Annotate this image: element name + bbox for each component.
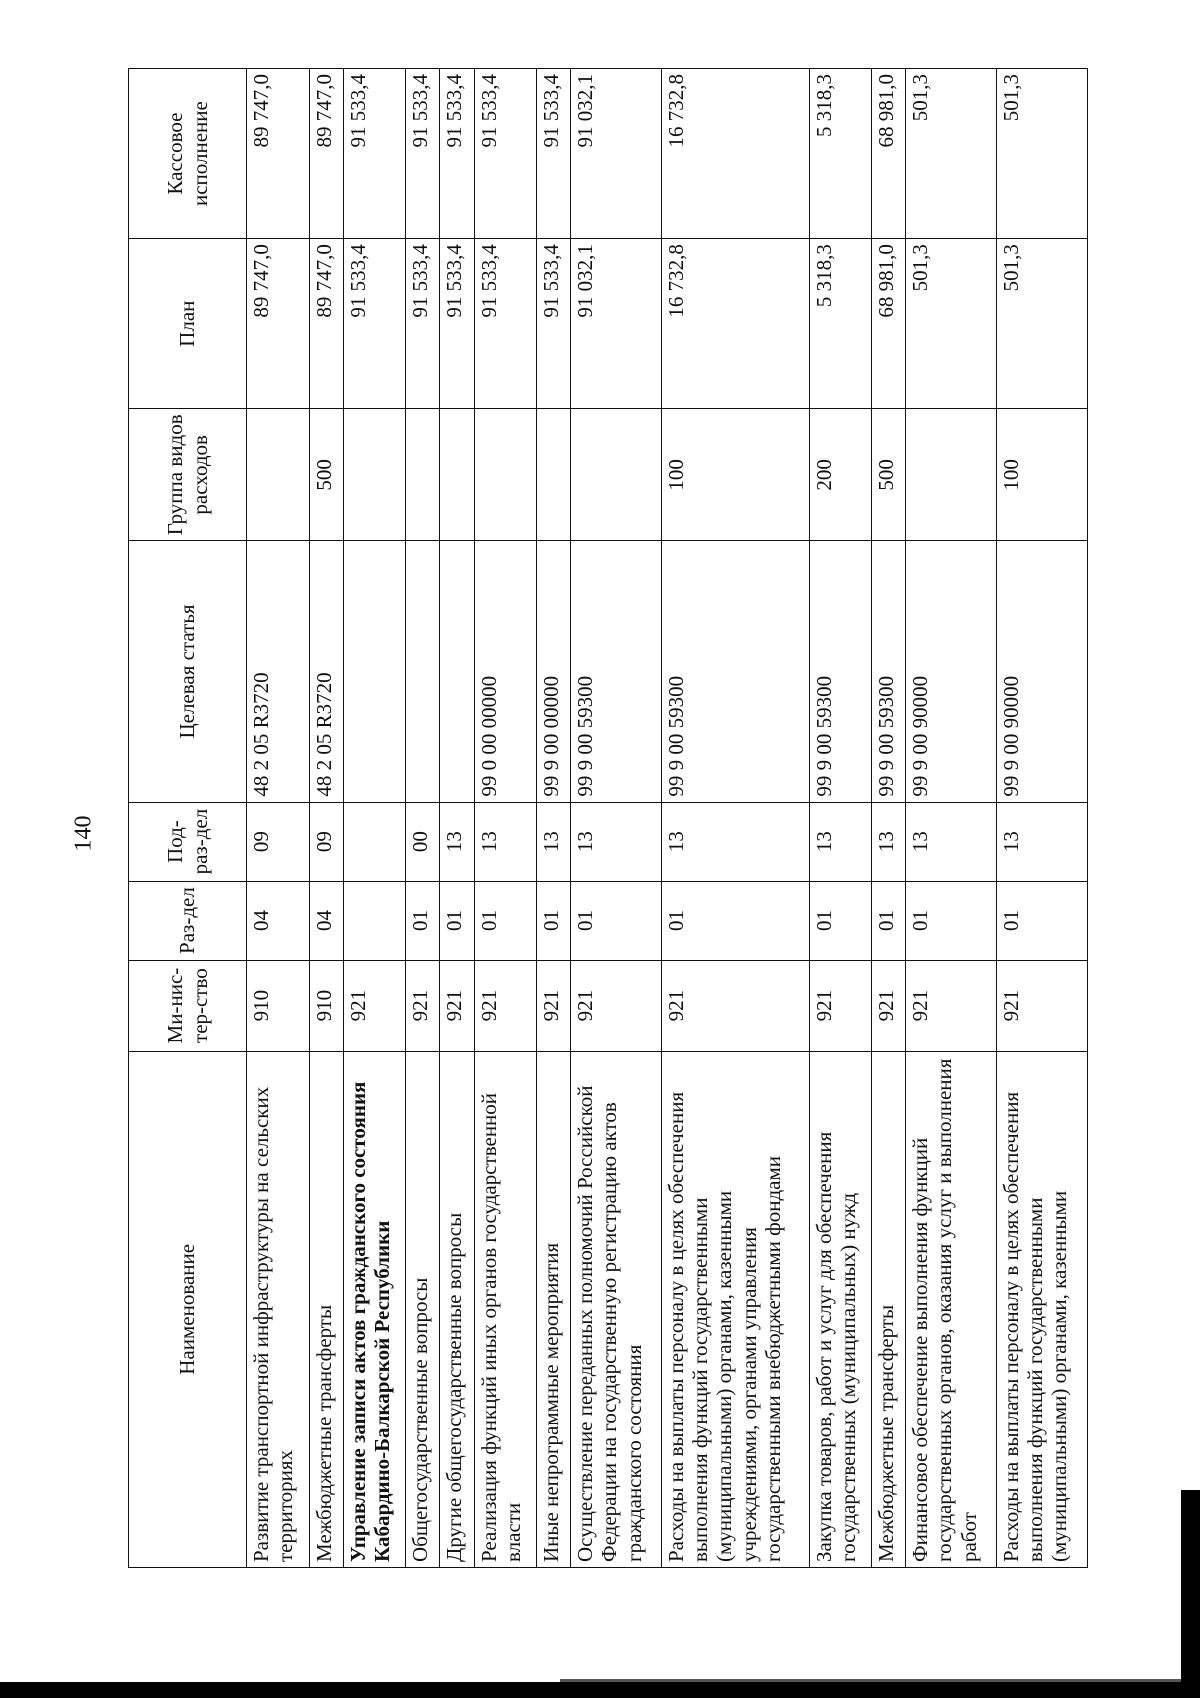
cell-expense-group: [571, 409, 662, 541]
cell-execution: 501,3: [997, 69, 1088, 239]
cell-expense-group: 100: [997, 409, 1088, 541]
cell-name: Развитие транспортной инфраструктуры на сельских территориях: [247, 1051, 310, 1567]
cell-execution: 16 732,8: [662, 69, 809, 239]
cell-execution: 91 533,4: [474, 69, 537, 239]
cell-plan: 91 533,4: [406, 239, 440, 409]
scan-right-edge: [1181, 1490, 1200, 1698]
cell-section: 04: [309, 881, 343, 960]
cell-expense-group: 200: [809, 409, 872, 541]
cell-target-article: [440, 541, 474, 802]
cell-name: Расходы на выплаты персоналу в целях обеспечения выполнения функций государственными (муниципальными) органами, казенными учреждениями, органами управления государственными внебюджетными фондами: [662, 1051, 809, 1567]
table-row: [309, 69, 343, 1568]
cell-ministry: 921: [997, 960, 1088, 1051]
scan-bottom-edge: [0, 1682, 1200, 1698]
cell-plan: 501,3: [906, 239, 997, 409]
cell-subsection: 13: [571, 802, 662, 881]
cell-execution: 501,3: [906, 69, 997, 239]
table-row: [537, 69, 571, 1568]
cell-expense-group: 500: [872, 409, 906, 541]
cell-section: 01: [440, 881, 474, 960]
header-row: [129, 69, 247, 1568]
cell-name: Межбюджетные трансферты: [872, 1051, 906, 1567]
table-row: [906, 69, 997, 1568]
cell-ministry: 921: [809, 960, 872, 1051]
cell-name: Другие общегосударственные вопросы: [440, 1051, 474, 1567]
cell-subsection: 13: [537, 802, 571, 881]
cell-name: Управление записи актов гражданского состояния Кабардино-Балкарской Республики: [343, 1051, 406, 1567]
cell-ministry: 910: [309, 960, 343, 1051]
cell-target-article: 48 2 05 R3720: [309, 541, 343, 802]
cell-target-article: 99 9 00 59300: [662, 541, 809, 802]
cell-ministry: 921: [406, 960, 440, 1051]
cell-name: Иные непрограммные мероприятия: [537, 1051, 571, 1567]
cell-ministry: 910: [247, 960, 310, 1051]
header-expense-group: Группа видов расходов: [129, 409, 247, 541]
cell-plan: 5 318,3: [809, 239, 872, 409]
cell-expense-group: [906, 409, 997, 541]
table-row: [662, 69, 809, 1568]
cell-execution: 89 747,0: [309, 69, 343, 239]
cell-plan: 68 981,0: [872, 239, 906, 409]
cell-plan: 91 533,4: [474, 239, 537, 409]
table-row: [440, 69, 474, 1568]
cell-execution: 5 318,3: [809, 69, 872, 239]
cell-expense-group: [406, 409, 440, 541]
cell-name: Межбюджетные трансферты: [309, 1051, 343, 1567]
cell-section: 01: [997, 881, 1088, 960]
header-ministry: Ми-нис-тер-ство: [129, 960, 247, 1051]
table-row: [474, 69, 537, 1568]
header-section: Раз-дел: [129, 881, 247, 960]
header-target-article: Целевая статья: [129, 541, 247, 802]
cell-expense-group: [247, 409, 310, 541]
cell-target-article: 48 2 05 R3720: [247, 541, 310, 802]
cell-plan: 91 533,4: [537, 239, 571, 409]
table-row: [571, 69, 662, 1568]
cell-subsection: 13: [872, 802, 906, 881]
cell-execution: 68 981,0: [872, 69, 906, 239]
cell-execution: 91 032,1: [571, 69, 662, 239]
header-plan: План: [129, 239, 247, 409]
cell-section: 01: [809, 881, 872, 960]
cell-expense-group: 500: [309, 409, 343, 541]
cell-name: Финансовое обеспечение выполнения функций государственных органов, оказания услуг и выполнения работ: [906, 1051, 997, 1567]
cell-target-article: 99 9 00 59300: [809, 541, 872, 802]
cell-subsection: 13: [997, 802, 1088, 881]
cell-section: 01: [662, 881, 809, 960]
cell-target-article: 99 9 00 59300: [872, 541, 906, 802]
cell-target-article: [343, 541, 406, 802]
cell-subsection: [343, 802, 406, 881]
cell-ministry: 921: [474, 960, 537, 1051]
cell-subsection: 13: [474, 802, 537, 881]
header-execution: Кассовое исполнение: [129, 69, 247, 239]
cell-expense-group: [474, 409, 537, 541]
cell-expense-group: [440, 409, 474, 541]
page-number: 140: [70, 815, 97, 852]
cell-expense-group: 100: [662, 409, 809, 541]
cell-plan: 501,3: [997, 239, 1088, 409]
cell-ministry: 921: [906, 960, 997, 1051]
budget-table: [128, 68, 1088, 1568]
cell-plan: 16 732,8: [662, 239, 809, 409]
cell-section: 01: [474, 881, 537, 960]
cell-section: 01: [906, 881, 997, 960]
cell-target-article: [406, 541, 440, 802]
cell-execution: 91 533,4: [537, 69, 571, 239]
cell-plan: 89 747,0: [247, 239, 310, 409]
table-row: [997, 69, 1088, 1568]
cell-subsection: 13: [662, 802, 809, 881]
cell-section: 01: [537, 881, 571, 960]
cell-name: Осуществление переданных полномочий Российской Федерации на государственную регистрацию актов гражданского состояния: [571, 1051, 662, 1567]
table-row: [872, 69, 906, 1568]
table-row: [343, 69, 406, 1568]
cell-ministry: 921: [343, 960, 406, 1051]
cell-section: 04: [247, 881, 310, 960]
cell-expense-group: [537, 409, 571, 541]
cell-section: 01: [571, 881, 662, 960]
cell-subsection: 09: [247, 802, 310, 881]
cell-execution: 91 533,4: [440, 69, 474, 239]
cell-name: Закупка товаров, работ и услуг для обеспечения государственных (муниципальных) нужд: [809, 1051, 872, 1567]
cell-name: Расходы на выплаты персоналу в целях обеспечения выполнения функций государственными (муниципальными) органами, казенными: [997, 1051, 1088, 1567]
cell-expense-group: [343, 409, 406, 541]
table-row: [809, 69, 872, 1568]
cell-subsection: 00: [406, 802, 440, 881]
cell-target-article: 99 0 00 00000: [474, 541, 537, 802]
cell-subsection: 09: [309, 802, 343, 881]
cell-plan: 91 032,1: [571, 239, 662, 409]
cell-subsection: 13: [809, 802, 872, 881]
cell-name: Реализация функций иных органов государственной власти: [474, 1051, 537, 1567]
cell-ministry: 921: [872, 960, 906, 1051]
cell-ministry: 921: [662, 960, 809, 1051]
cell-target-article: 99 9 00 59300: [571, 541, 662, 802]
header-subsection: Под-раз-дел: [129, 802, 247, 881]
table-row: [247, 69, 310, 1568]
cell-ministry: 921: [440, 960, 474, 1051]
rotated-table-container: [128, 68, 1088, 1568]
cell-name: Общегосударственные вопросы: [406, 1051, 440, 1567]
cell-target-article: 99 9 00 00000: [537, 541, 571, 802]
cell-ministry: 921: [571, 960, 662, 1051]
table-body: [247, 69, 1088, 1568]
cell-ministry: 921: [537, 960, 571, 1051]
cell-subsection: 13: [440, 802, 474, 881]
cell-target-article: 99 9 00 90000: [997, 541, 1088, 802]
table-row: [406, 69, 440, 1568]
header-name: Наименование: [129, 1051, 247, 1567]
cell-section: 01: [872, 881, 906, 960]
cell-subsection: 13: [906, 802, 997, 881]
cell-section: [343, 881, 406, 960]
cell-execution: 91 533,4: [343, 69, 406, 239]
cell-plan: 91 533,4: [343, 239, 406, 409]
cell-target-article: 99 9 00 90000: [906, 541, 997, 802]
cell-plan: 89 747,0: [309, 239, 343, 409]
cell-execution: 89 747,0: [247, 69, 310, 239]
cell-section: 01: [406, 881, 440, 960]
cell-plan: 91 533,4: [440, 239, 474, 409]
cell-execution: 91 533,4: [406, 69, 440, 239]
